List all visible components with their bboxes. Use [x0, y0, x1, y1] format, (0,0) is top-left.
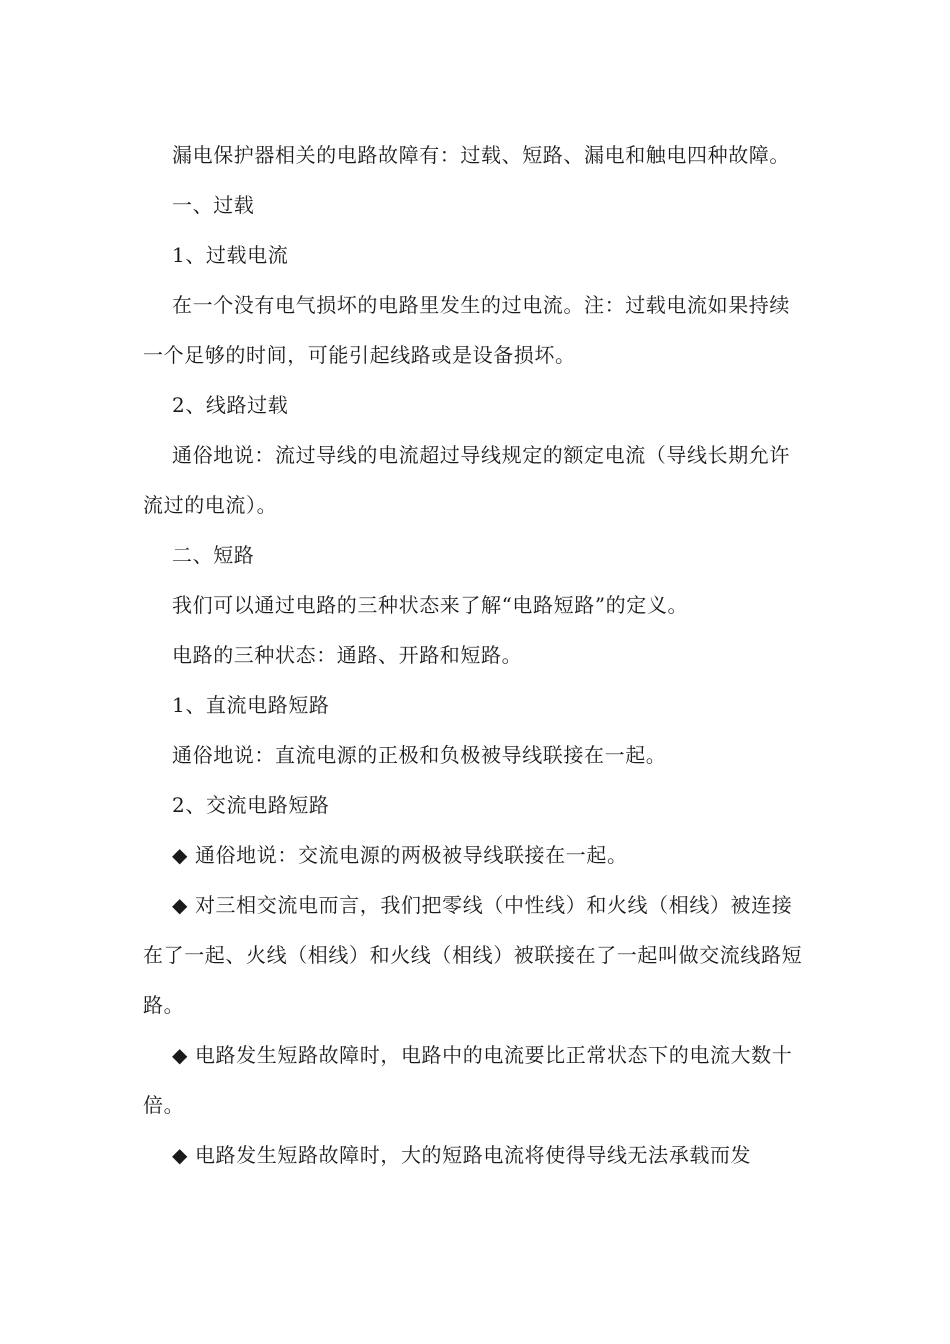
paragraph-dc-short-circuit-definition: 通俗地说：直流电源的正极和负极被导线联接在一起。: [172, 743, 667, 767]
subheading-line-overload: 2、线路过载: [172, 393, 289, 417]
bullet-short-circuit-current-magnitude: ◆ 电路发生短路故障时，电路中的电流要比正常状态下的电流大数十倍。: [143, 1043, 793, 1117]
subheading-overload-current: 1、过载电流: [172, 243, 289, 267]
section-heading-overload: 一、过载: [172, 193, 255, 217]
subheading-dc-short-circuit: 1、直流电路短路: [172, 693, 330, 717]
subheading-ac-short-circuit: 2、交流电路短路: [172, 793, 330, 817]
paragraph-line-overload-definition: 通俗地说：流过导线的电流超过导线规定的额定电流（导线长期允许流过的电流）。: [143, 443, 790, 517]
intro-paragraph: 漏电保护器相关的电路故障有：过载、短路、漏电和触电四种故障。: [172, 143, 790, 167]
bullet-short-circuit-consequence: ◆ 电路发生短路故障时，大的短路电流将使得导线无法承载而发: [172, 1143, 752, 1167]
document-page: [143, 130, 803, 1180]
section-heading-short-circuit: 二、短路: [172, 543, 255, 567]
bullet-ac-short-circuit-definition: ◆ 通俗地说：交流电源的两极被导线联接在一起。: [172, 843, 628, 867]
paragraph-short-circuit-intro: 我们可以通过电路的三种状态来了解“电路短路”的定义。: [172, 593, 689, 617]
paragraph-circuit-states: 电路的三种状态：通路、开路和短路。: [172, 643, 523, 667]
paragraph-overload-current-definition: 在一个没有电气损坏的电路里发生的过电流。注：过载电流如果持续一个足够的时间，可能引起线路或是设备损坏。: [143, 293, 790, 367]
bullet-three-phase-short-circuit: ◆ 对三相交流电而言，我们把零线（中性线）和火线（相线）被连接在了一起、火线（相线）和火线（相线）被联接在了一起叫做交流线路短路。: [143, 893, 803, 1017]
